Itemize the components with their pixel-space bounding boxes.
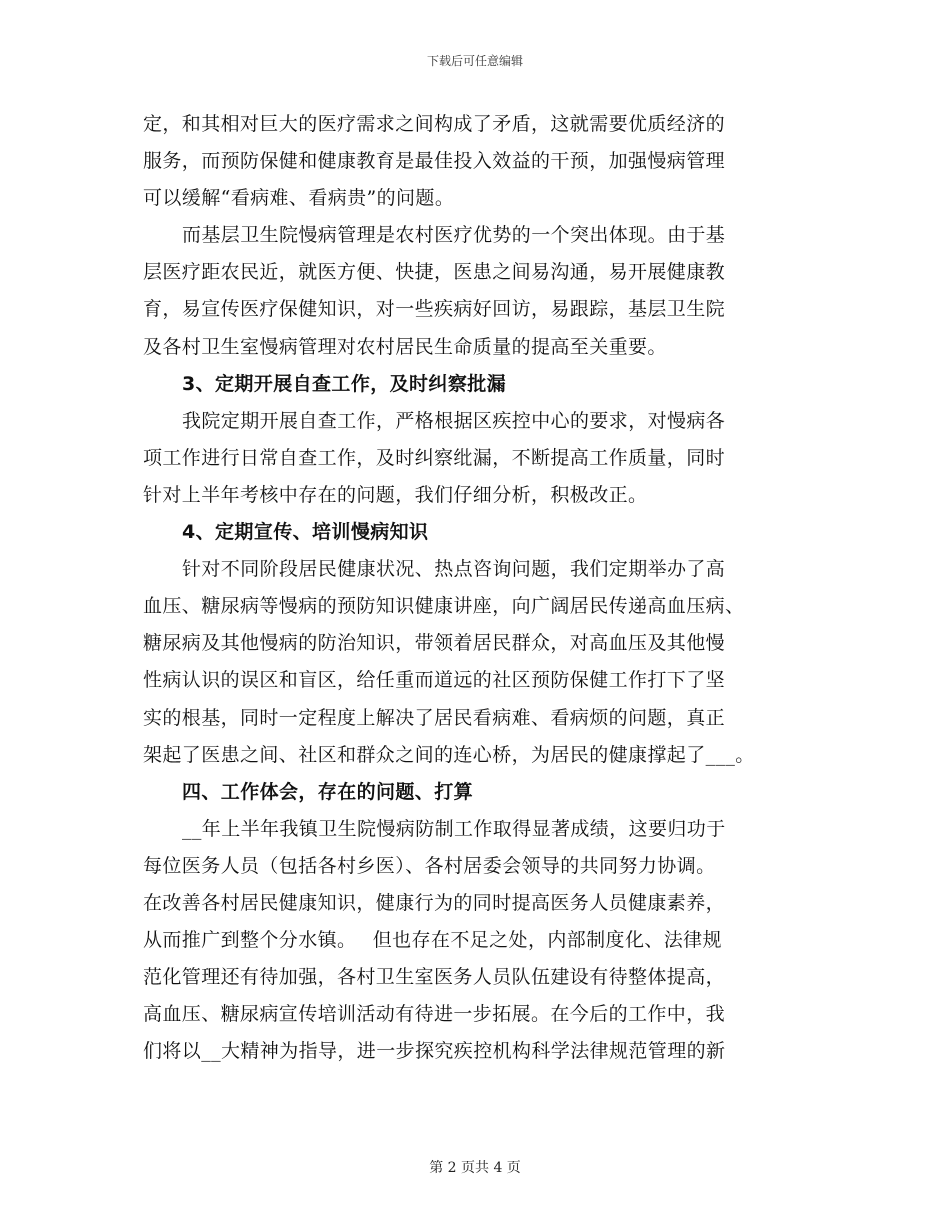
text-line: 架起了医患之间、社区和群众之间的连心桥，为居民的健康撑起了___。 bbox=[143, 743, 755, 766]
text-line: 范化管理还有待加强，各村卫生室医务人员队伍建设有待整体提高， bbox=[143, 966, 726, 989]
text-line: 针对上半年考核中存在的问题，我们仔细分析，积极改正。 bbox=[143, 483, 648, 506]
section-heading: 3、定期开展自查工作，及时纠察批漏 bbox=[182, 372, 507, 395]
text-line: 在改善各村居民健康知识，健康行为的同时提高医务人员健康素养， bbox=[143, 891, 726, 914]
text-line: 血压、糖尿病等慢病的预防知识健康讲座，向广阔居民传递高血压病、 bbox=[143, 595, 745, 618]
text-line: 项工作进行日常自查工作，及时纠察纰漏，不断提高工作质量，同时 bbox=[143, 446, 726, 469]
text-line: 们将以__大精神为指导，进一步探究疾控机构科学法律规范管理的新 bbox=[143, 1040, 726, 1063]
text-line: 育，易宣传医疗保健知识，对一些疾病好回访，易跟踪，基层卫生院 bbox=[143, 298, 726, 321]
text-line: 性病认识的误区和盲区，给任重而道远的社区预防保健工作打下了坚 bbox=[143, 669, 726, 692]
text-line: 针对不同阶段居民健康状况、热点咨询问题，我们定期举办了高 bbox=[182, 558, 726, 581]
text-line: 从而推广到整个分水镇。 但也存在不足之处，内部制度化、法律规 bbox=[143, 929, 722, 952]
page-footer: 第 2 页共 4 页 bbox=[429, 1160, 521, 1176]
section-heading: 四、工作体会，存在的问题、打算 bbox=[182, 780, 474, 803]
text-line: 服务，而预防保健和健康教育是最佳投入效益的干预，加强慢病管理 bbox=[143, 150, 726, 173]
text-line: 高血压、糖尿病宣传培训活动有待进一步拓展。在今后的工作中，我 bbox=[143, 1003, 726, 1026]
document-body bbox=[143, 106, 823, 1070]
text-line: 实的根基，同时一定程度上解决了居民看病难、看病烦的问题，真正 bbox=[143, 706, 726, 729]
text-line: 每位医务人员（包括各村乡医）、各村居委会领导的共同努力协调。 bbox=[143, 854, 716, 877]
text-line: 而基层卫生院慢病管理是农村医疗优势的一个突出体现。由于基 bbox=[182, 224, 726, 247]
text-line: 糖尿病及其他慢病的防治知识，带领着居民群众，对高血压及其他慢 bbox=[143, 632, 726, 655]
section-heading: 4、定期宣传、培训慢病知识 bbox=[182, 521, 429, 544]
text-line: 及各村卫生室慢病管理对农村居民生命质量的提高至关重要。 bbox=[143, 335, 667, 358]
text-line: 可以缓解“看病难、看病贵”的问题。 bbox=[143, 187, 455, 210]
text-line: __年上半年我镇卫生院慢病防制工作取得显著成绩，这要归功于 bbox=[182, 817, 726, 840]
page-header: 下载后可任意编辑 bbox=[426, 54, 523, 68]
text-line: 定，和其相对巨大的医疗需求之间构成了矛盾，这就需要优质经济的 bbox=[143, 113, 726, 135]
text-line: 我院定期开展自查工作，严格根据区疾控中心的要求，对慢病各 bbox=[182, 409, 726, 432]
text-line: 层医疗距农民近，就医方便、快捷，医患之间易沟通，易开展健康教 bbox=[143, 261, 726, 284]
